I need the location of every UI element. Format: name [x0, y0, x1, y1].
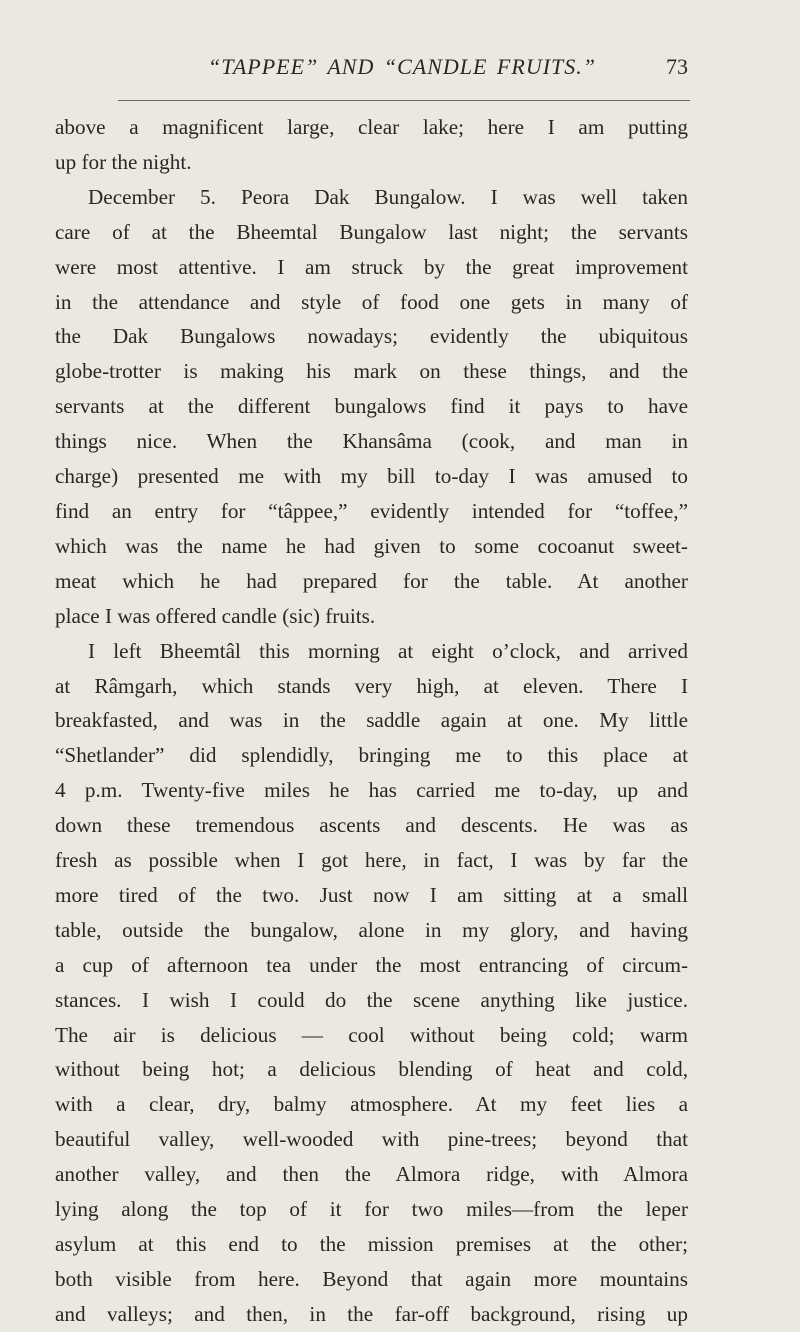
text-line: globe-trotter is making his mark on these things, and the	[55, 359, 688, 384]
body-text	[55, 110, 688, 1332]
text-line: in the attendance and style of food one gets in many of	[55, 289, 688, 314]
text-line: 4 p.m. Twenty-five miles he has carried me to-day, up and	[55, 778, 688, 803]
text-line: find an entry for “tâppee,” evidently intended for “toffee,”	[55, 498, 688, 523]
text-line: charge) presented me with my bill to-day I was amused to	[55, 464, 688, 489]
text-line: servants at the different bungalows find it pays to have	[55, 394, 688, 419]
text-line: above a magnificent large, clear lake; here I am putting	[55, 115, 688, 139]
text-line: care of at the Bheemtal Bungalow last night; the servants	[55, 219, 688, 244]
text-line: another valley, and then the Almora ridge, with Almora	[55, 1162, 688, 1187]
text-line: down these tremendous ascents and descents. He was as	[55, 813, 688, 838]
text-line: fresh as possible when I got here, in fact, I was by far the	[55, 848, 688, 873]
text-line: were most attentive. I am struck by the great improvement	[55, 254, 688, 279]
text-line: and valleys; and then, in the far-off background, rising up	[55, 1301, 688, 1326]
text-line: with a clear, dry, balmy atmosphere. At my feet lies a	[55, 1092, 688, 1117]
text-line: at Râmgarh, which stands very high, at eleven. There I	[55, 673, 688, 698]
running-head: “TAPPEE” AND “CANDLE FRUITS.”	[207, 54, 596, 79]
header-rule	[118, 100, 690, 101]
text-line: stances. I wish I could do the scene anything like justice.	[55, 987, 688, 1012]
text-line: December 5. Peora Dak Bungalow. I was well taken	[88, 184, 688, 209]
text-line: breakfasted, and was in the saddle again at one. My little	[55, 708, 688, 733]
text-line: both visible from here. Beyond that again more mountains	[55, 1266, 688, 1291]
text-line: which was the name he had given to some cocoanut sweet-	[55, 533, 688, 558]
text-line: up for the night.	[55, 149, 192, 174]
text-line: “Shetlander” did splendidly, bringing me to this place at	[55, 743, 688, 768]
text-line: meat which he had prepared for the table. At another	[55, 568, 688, 593]
text-line: table, outside the bungalow, alone in my glory, and having	[55, 917, 688, 942]
text-line: place I was offered candle (sic) fruits.	[55, 603, 376, 628]
text-line: beautiful valley, well-wooded with pine-trees; beyond that	[55, 1127, 688, 1152]
text-line: lying along the top of it for two miles—from the leper	[55, 1197, 688, 1222]
text-line: more tired of the two. Just now I am sitting at a small	[55, 882, 688, 907]
text-line: The air is delicious — cool without being cold; warm	[55, 1022, 688, 1047]
text-line: I left Bheemtâl this morning at eight o’clock, and arrived	[88, 638, 688, 663]
text-line: things nice. When the Khansâma (cook, and man in	[55, 429, 688, 454]
text-line: a cup of afternoon tea under the most entrancing of circum-	[55, 952, 688, 977]
text-line: the Dak Bungalows nowadays; evidently the ubiquitous	[55, 324, 688, 349]
text-line: without being hot; a delicious blending of heat and cold,	[55, 1057, 688, 1082]
page-number: 73	[666, 54, 688, 79]
text-line: asylum at this end to the mission premises at the other;	[55, 1232, 688, 1256]
